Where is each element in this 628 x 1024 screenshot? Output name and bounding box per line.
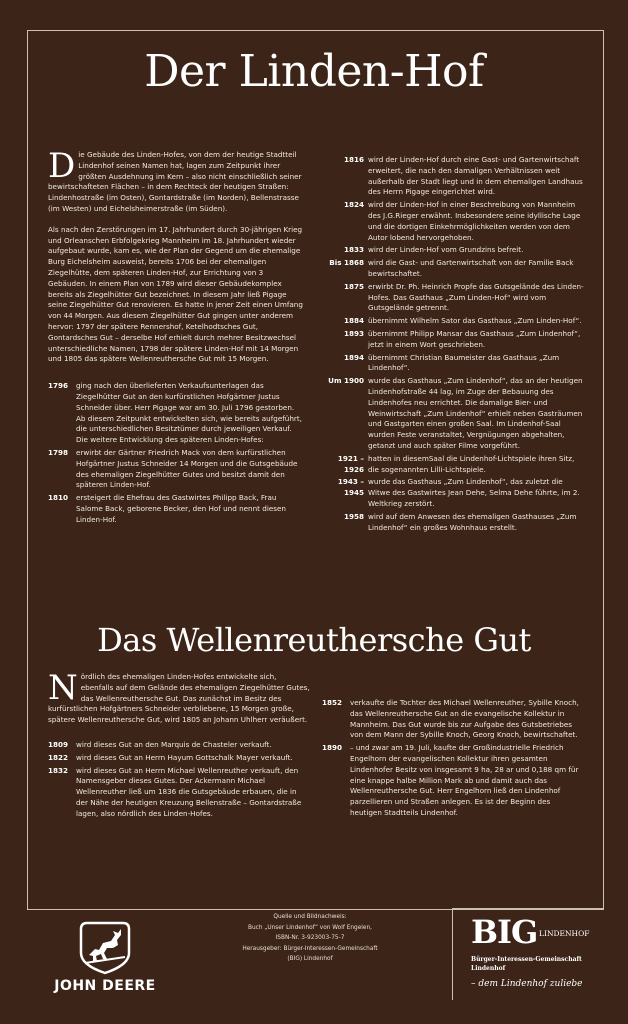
entry-text: übernimmt Christian Baumeister das Gasthaus „Zum Lindenhof“. — [368, 352, 560, 373]
john-deere-logo — [40, 915, 170, 1010]
timeline-entry — [322, 477, 584, 509]
timeline-entry — [322, 353, 584, 375]
section1-history-paragraph: Als nach den Zerstörungen im 17. Jahrhundert durch 30-jährigen Krieg und Orleanschen Erbfolgekrieg Mannheim im 18. Jahrhundert wieder aufgebaut wurde, kam es, wie der Plan der Gegend um die ehemalige Burg Eichelsheim ausweist, bereits 1706 bei der ehemaligen Ziegelhütte, dem späteren Linden-Hof, zur Errichtung von 3 Gebäuden. In einem Plan von 1789 wird dieser Gebäudekomplex bereits als Ziegelhütter Gut bezeichnet. In diesem Jahr ließ Pigage seine Ziegelhütter Gut renovieren. Es hatte in jener Zeit einen Umfang von 44 Morgen. Aus diesem Ziegelhütter Gut gingen unter anderem hervor: 1797 der spätere Rennershof, Ketelhodtsches Gut, Gontardsches Gut – derselbe Hof erhielt durch mehrer Besitzwechsel unterschiedliche Namen, 1798 der spätere Linden-Hof mit 14 Morgen und 1805 das spätere Wellenreuthersche Gut mit 15 Morgen. — [48, 224, 303, 364]
section-title-linden-hof: Der Linden-Hof — [144, 46, 484, 97]
entry-year: 1832 — [48, 765, 69, 775]
timeline-entry — [322, 454, 584, 476]
sponsor-name: JOHN DEERE — [54, 978, 156, 994]
timeline-entry — [48, 766, 310, 820]
entry-year: 1796 — [48, 381, 69, 391]
entry-text: übernimmt Wilhelm Sator das Gasthaus „Zum Linden-Hof“. — [368, 316, 582, 326]
section1-intro — [48, 146, 304, 215]
entry-year: 1824 — [343, 200, 364, 210]
section2-intro — [48, 668, 310, 726]
intro-text: ördlich des ehemaligen Linden-Hofes entwickelte sich, ebenfalls auf dem Gelände des ehemaligen Ziegelhütter Gutes, das Wellenreuthersche Gut. Das zunächst im Besitz des kurfürstlichen Hofgärtners Schneider verbliebene, 15 Morgen große, spätere Wellenreuthersche Gut, wird 1805 an Johann Uhlherr veräußert. — [48, 672, 310, 725]
entry-text: hatten in diesemSaal die Lindenhof-Lichtspiele ihren Sitz, die sogenannten Lilli-Lichtspiele. — [368, 453, 575, 474]
entry-text: verkaufte die Tochter des Michael Wellenreuther, Sybille Knoch, das Wellenreuthersche Gut an die evangelische Kollektur in Mannheim. Das Gut wurde bis zur Aufgabe des Gutsbetriebes von dem Mann der Sybille Knoch, Georg Knoch, bewirtschaftet. — [350, 698, 579, 740]
timeline-entry — [48, 448, 304, 491]
entry-text: wird dieses Gut an Herrn Hayum Gottschalk Mayer verkauft. — [76, 752, 293, 762]
source-line: Quelle und Bildnachweis: — [273, 914, 347, 920]
timeline-entry — [48, 381, 304, 446]
dropcap-letter: N — [48, 668, 78, 708]
entry-year: 1833 — [343, 245, 364, 255]
entry-text: – und zwar am 19. Juli, kaufte der Großindustrielle Friedrich Engelhorn der evangelischen Kollektur ihren gesamten Lindenhofer Besitz von insgesamt 9 ha, 28 ar und 0,188 qm für eine knappe halbe Million Mark ab und damit auch das Wellenreuthersche Gut. Herr Engelhorn ließ den Lindenhof parzellieren und Straßen anlegen. Es ist der Beginn des heutigen Stadtteils Lindenhof. — [350, 743, 579, 817]
entry-year: 1822 — [48, 752, 69, 762]
source-line: Buch „Unser Lindenhof“ von Wolf Engelen, — [247, 924, 373, 931]
entry-text: ersteigert die Ehefrau des Gastwirtes Philipp Back, Frau Salome Back, geborene Becker, den Hof und nennt diesen Linden-Hof. — [76, 493, 286, 524]
sources-block — [200, 912, 420, 965]
entry-text: erwirbt der Gärtner Friedrich Mack von dem kurfürstlichen Hofgärtner Justus Schneider 14 Morgen und die Gutsgebäude des ehemaligen Ziegelhütter Gutes und besitzt damit den späteren Linden-Hof. — [76, 447, 298, 490]
entry-text: wurde das Gasthaus „Zum Lindenhof“, das an der heutigen Lindenhofstraße 44 lag, im Zuge der Bebauung des Lindenhofes neu errichtet. Die damalige Bier- und Weinwirtschaft „Zum Lindenhof“ erhielt neben Gasträumen und Gastgarten einen großen Saal. Im Lindenhof-Saal wurden Feste veranstaltet, Vergnügungen abgehalten, getanzt und auch später Filme vorgeführt. — [368, 376, 583, 450]
deer-icon — [77, 919, 133, 975]
section-title-wellenreuthersche-gut: Das Wellenreuthersche Gut — [97, 621, 531, 659]
entry-year: 1816 — [343, 155, 364, 164]
entry-text: wird dieses Gut an den Marquis de Chasteler verkauft. — [76, 739, 272, 749]
source-line: Herausgeber: Bürger-Interessen-Gemeinschaft — [242, 945, 378, 952]
timeline-entry — [322, 245, 584, 256]
big-org-line2: Lindenhof — [471, 965, 506, 972]
timeline-entry — [322, 200, 584, 243]
timeline-entry — [48, 753, 310, 764]
entry-year: 1958 — [343, 511, 364, 521]
entry-text: wird auf dem Anwesen des ehemaligen Gasthauses „Zum Lindenhof“ ein großes Wohnhaus erstellt. — [368, 511, 577, 532]
entry-year: 1852 — [322, 698, 343, 707]
source-line: ISBN-Nr. 3-923003-75-7 — [275, 935, 345, 941]
section2-right-column — [322, 698, 584, 821]
section2-left-column — [48, 668, 310, 822]
section1-left-column — [48, 146, 304, 528]
timeline-entry — [322, 258, 584, 280]
entry-year: 1875 — [343, 281, 364, 291]
timeline-entry — [322, 329, 584, 351]
entry-year: 1810 — [48, 493, 69, 503]
entry-text: wird der Linden-Hof in einer Beschreibung von Mannheim des J.G.Rieger erwähnt. Insbesondere seine idyllische Lage und die dortigen Einkehrmöglichkeiten werden von dem Autor lobend hervorgehoben. — [368, 200, 581, 242]
timeline-entry — [322, 743, 584, 819]
entry-text: wird die Gast- und Gartenwirtschaft von der Familie Back bewirtschaftet. — [368, 258, 574, 278]
entry-year: Bis 1868 — [329, 258, 364, 268]
entry-year: 1884 — [343, 316, 364, 326]
big-mark: BIG — [471, 913, 538, 951]
timeline-entry — [48, 493, 304, 525]
entry-year: 1893 — [343, 328, 364, 338]
entry-year: 1943 – 1945 — [337, 477, 364, 498]
entry-year: 1894 — [343, 352, 364, 362]
timeline-entry — [48, 740, 310, 751]
timeline-entry — [322, 282, 584, 314]
section1-right-column — [322, 155, 584, 535]
big-lindenhof-logo — [452, 908, 604, 1000]
entry-text: wird der Linden-Hof vom Grundzins befreit. — [368, 245, 524, 255]
big-sub: LINDENHOF — [539, 929, 590, 938]
entry-year: 1921 – 1926 — [337, 453, 364, 474]
entry-text: erwirbt Dr. Ph. Heinrich Propfe das Gutsgelände des Linden-Hofes. Das Gasthaus „Zum Linden-Hof“ wird vom Gutsgelände getrennt. — [368, 281, 584, 313]
timeline-entry — [322, 376, 584, 452]
entry-text: wird der Linden-Hof durch eine Gast- und Gartenwirtschaft erweitert, die nach den damaligen Verhältnissen weit außerhalb der Stadt liegt und in dem ehemaligen Landhaus des Herrn Pigage eingerichtet wird. — [368, 155, 583, 197]
timeline-entry — [322, 316, 584, 327]
big-tagline: – dem Lindenhof zuliebe — [471, 979, 583, 989]
entry-text: wird dieses Gut an Herrn Michael Wellenreuther verkauft, den Namensgeber dieses Gutes. Der Ackermann Michael Wellenreuther ließ um 1836 die Gutsgebäude erbauen, die in der Nähe der heutigen Kreuzung Bellenstraße – Gontardstraße lagen, also nördlich des Linden-Hofes. — [76, 765, 302, 818]
entry-text: wurde das Gasthaus „Zum Lindenhof“, das zuletzt die Witwe des Gastwirtes Jean Dehe, Selma Dehe führte, im 2. Weltkrieg zerstört. — [368, 477, 580, 508]
entry-text: übernimmt Philipp Mansar das Gasthaus „Zum Lindenhof“, jetzt in einem Wort geschrieben. — [368, 328, 581, 349]
entry-year: 1890 — [322, 743, 343, 753]
timeline-entry — [322, 698, 584, 741]
entry-text: ging nach den überlieferten Verkaufsunterlagen das Ziegelhütter Gut an den kurfürstlichen Hofgärtner Justus Schneider über. Herr Pigage war am 30. Juli 1796 gestorben. Ab diesem Zeitpunkt entwickelten sich, wie bereits aufgeführt, die unterschiedlichen Besitztümer durch jeweiligen Verkauf. Die weitere Entwicklung des späteren Linden-Hofes: — [76, 381, 302, 445]
big-org-line1: Bürger-Interessen-Gemeinschaft — [471, 956, 582, 963]
dropcap-letter: D — [48, 146, 76, 186]
source-line: (BIG) Lindenhof — [287, 956, 333, 962]
timeline-entry — [322, 155, 584, 198]
entry-year: 1809 — [48, 739, 69, 749]
intro-text: ie Gebäude des Linden-Hofes, von dem der heutige Stadtteil Lindenhof seinen Namen hat, lagen zum Zeitpunkt ihrer größten Ausdehnung im Kern – also nicht einschließlich seiner bewirtschafteten Flächen – in dem Rechteck der heutigen Straßen: Lindenhostraße (im Osten), Gontardstraße (im Norden), Bellenstrasse (im Westen) und Eichelsheimerstraße (im Süden). — [48, 150, 302, 213]
timeline-entry — [322, 512, 584, 534]
entry-year: 1798 — [48, 447, 69, 457]
entry-year: Um 1900 — [328, 376, 364, 386]
